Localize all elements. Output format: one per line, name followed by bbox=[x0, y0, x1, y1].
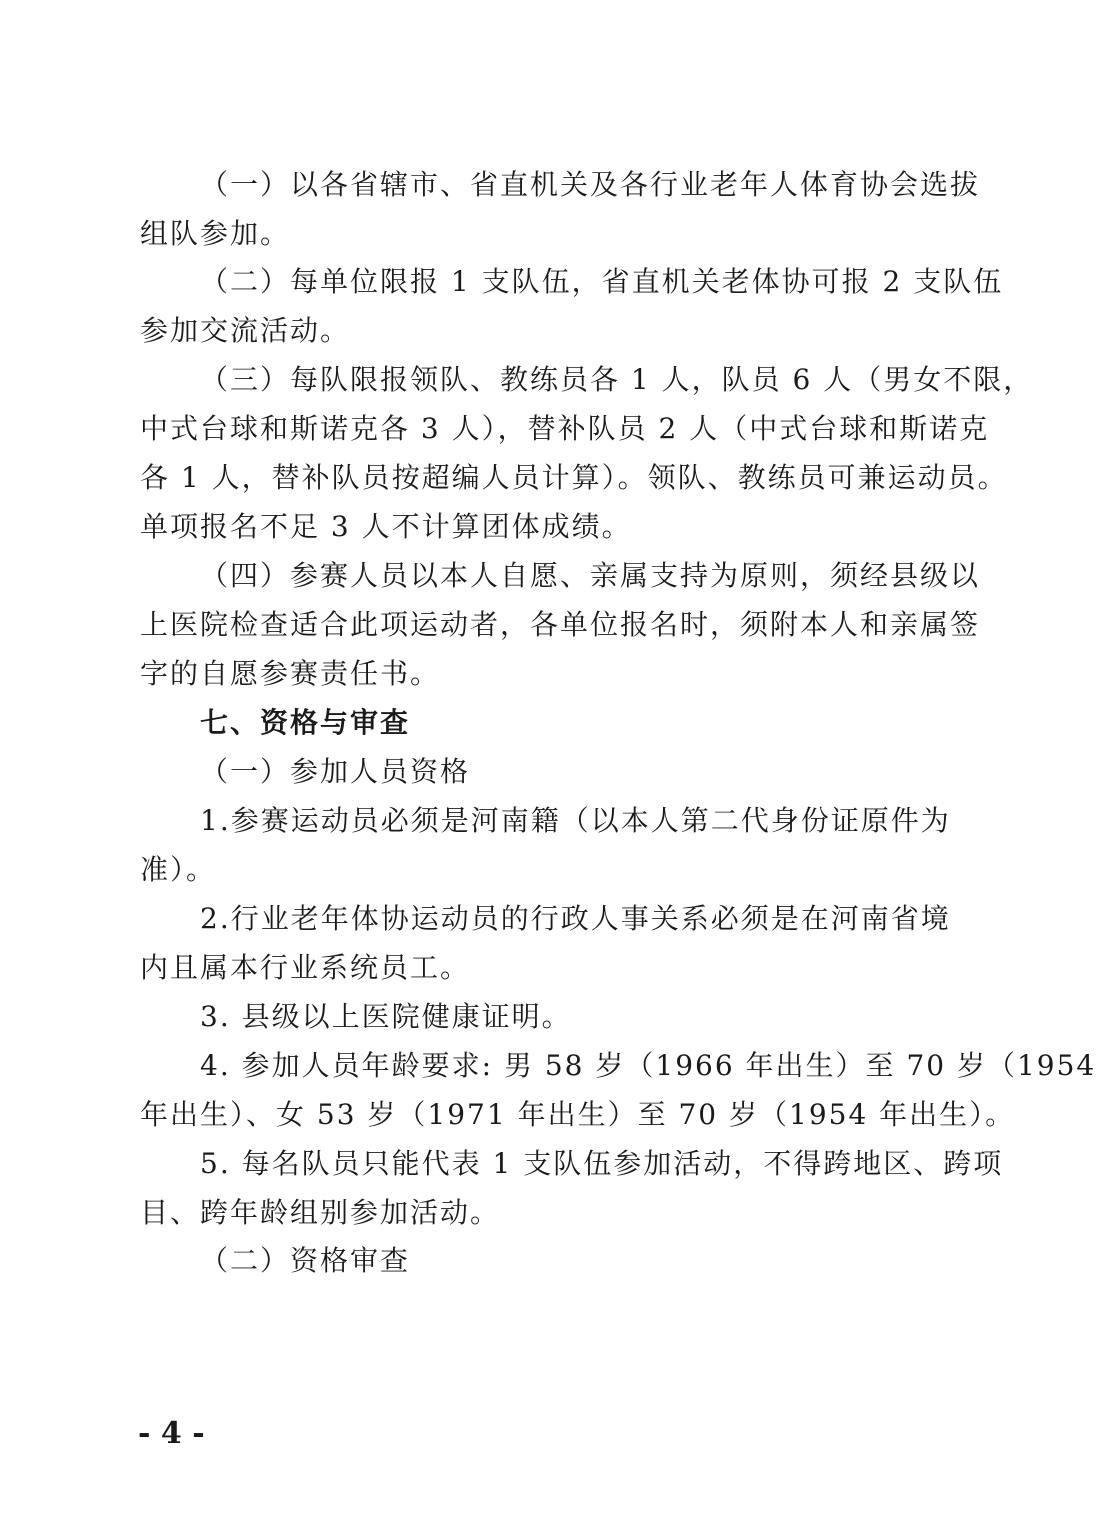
paragraph-line: 年出生）、女 53 岁（1971 年出生）至 70 岁（1954 年出生）。 bbox=[140, 1098, 1016, 1131]
paragraph-line: （四）参赛人员以本人自愿、亲属支持为原则，须经县级以 bbox=[200, 559, 981, 592]
paragraph-line: 内且属本行业系统员工。 bbox=[140, 951, 471, 984]
paragraph-line: 各 1 人，替补队员按超编人员计算）。领队、教练员可兼运动员。 bbox=[140, 461, 1008, 494]
section-heading: 七、资格与审查 bbox=[200, 706, 411, 739]
paragraph-line: 4. 参加人员年龄要求: 男 58 岁（1966 年出生）至 70 岁（1954 bbox=[200, 1049, 1096, 1082]
paragraph-line: 上医院检查适合此项运动者，各单位报名时，须附本人和亲属签 bbox=[140, 608, 981, 641]
paragraph-line: 组队参加。 bbox=[140, 217, 291, 250]
paragraph-line: 1.参赛运动员必须是河南籍（以本人第二代身份证原件为 bbox=[200, 804, 951, 837]
paragraph-line: （一）以各省辖市、省直机关及各行业老年人体育协会选拔 bbox=[200, 168, 981, 201]
paragraph-line: 字的自愿参赛责任书。 bbox=[140, 657, 441, 690]
page-number: - 4 - bbox=[138, 1416, 205, 1451]
paragraph-line: （三）每队限报领队、教练员各 1 人，队员 6 人（男女不限， bbox=[200, 363, 1034, 396]
paragraph-line: 5. 每名队员只能代表 1 支队伍参加活动，不得跨地区、跨项 bbox=[200, 1147, 1004, 1180]
subsection-heading: （一）参加人员资格 bbox=[200, 755, 471, 788]
paragraph-line: 目、跨年龄组别参加活动。 bbox=[140, 1196, 501, 1229]
paragraph-line: 单项报名不足 3 人不计算团体成绩。 bbox=[140, 510, 632, 543]
paragraph-line: 2.行业老年体协运动员的行政人事关系必须是在河南省境 bbox=[200, 902, 951, 935]
paragraph-line: 中式台球和斯诺克各 3 人），替补队员 2 人（中式台球和斯诺克 bbox=[140, 412, 990, 445]
paragraph-line: 参加交流活动。 bbox=[140, 314, 351, 347]
subsection-heading: （二）资格审查 bbox=[200, 1244, 411, 1277]
paragraph-line: 3. 县级以上医院健康证明。 bbox=[200, 1000, 572, 1033]
paragraph-line: （二）每单位限报 1 支队伍，省直机关老体协可报 2 支队伍 bbox=[200, 265, 1004, 298]
paragraph-line: 准）。 bbox=[140, 853, 217, 886]
